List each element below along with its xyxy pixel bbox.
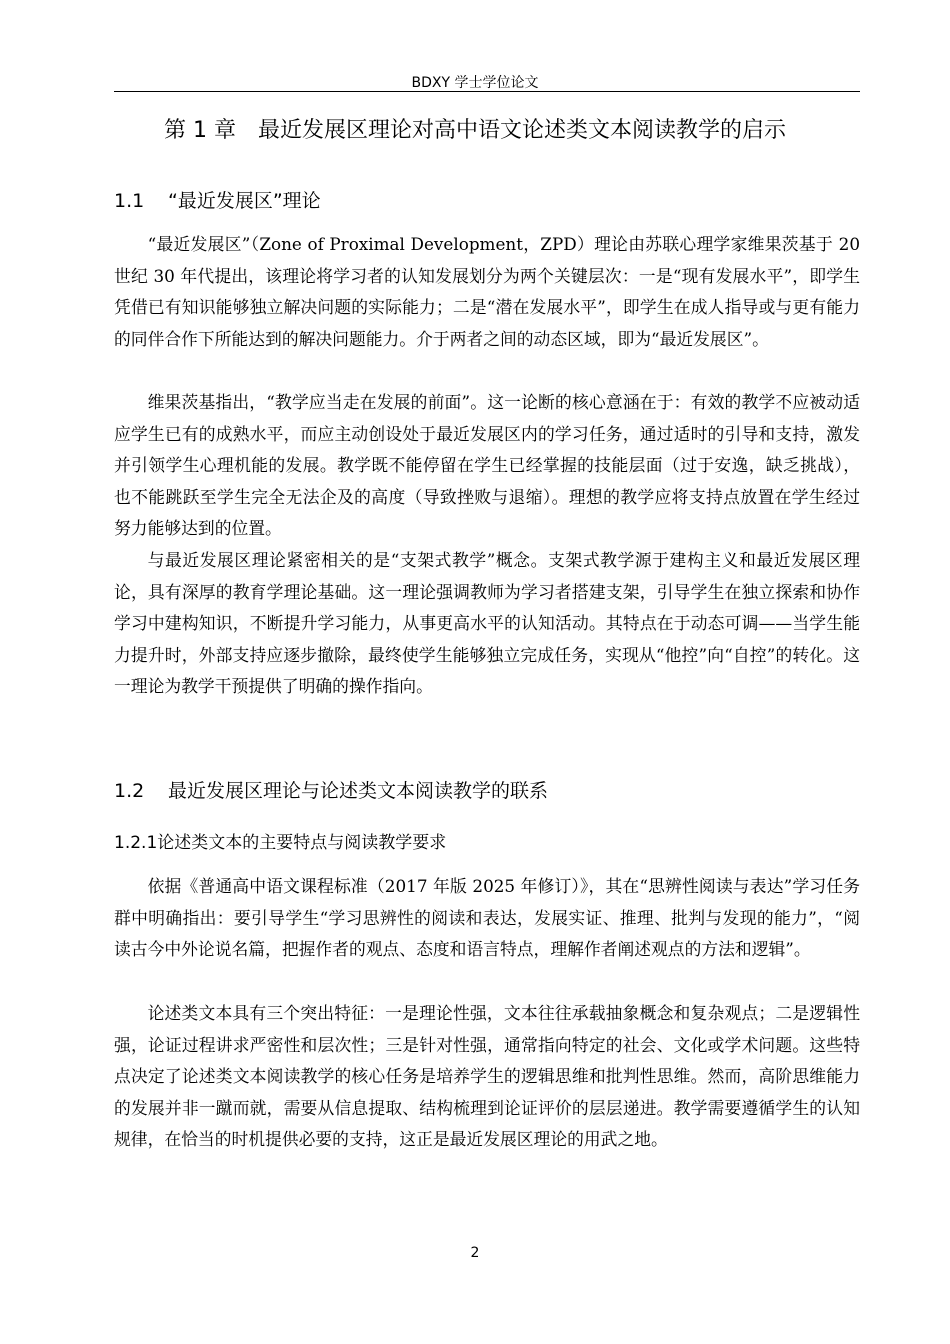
paragraph: 依据《普通高中语文课程标准（2017 年版 2025 年修订）》，其在“思辨性阅读与表达”学习任务群中明确指出：要引导学生“学习思辨性的阅读和表达，发展实证、推理、批判与发现的能力”，“阅读古今中外论说名篇，把握作者的观点、态度和语言特点，理解作者阐述观点的方法和逻辑”。 xyxy=(114,876,860,960)
section-title: 最近发展区理论与论述类文本阅读教学的联系 xyxy=(168,780,549,802)
section-number: 1.1 xyxy=(114,190,145,212)
paragraph: “最近发展区”（Zone of Proximal Development，ZPD）理论由苏联心理学家维果茨基于 20 世纪 30 年代提出，该理论将学习者的认知发展划分为两个关键层次：一是“现有发展水平”，即学生凭借已有知识能够独立解决问题的实际能力；二是“潜在发展水平”，即学生在成人指导或与更有能力的同伴合作下所能达到的解决问题能力。介于两者之间的动态区域，即为“最近发展区”。 xyxy=(114,234,860,349)
section-number: 1.2 xyxy=(114,780,145,802)
paragraph: 与最近发展区理论紧密相关的是“支架式教学”概念。支架式教学源于建构主义和最近发展区理论，具有深厚的教育学理论基础。这一理论强调教师为学习者搭建支架，引导学生在独立探索和协作学习中建构知识，不断提升学习能力，从事更高水平的认知活动。其特点在于动态可调——当学生能力提升时，外部支持应逐步撤除，最终使学生能够独立完成任务，实现从“他控”向“自控”的转化。这一理论为教学干预提供了明确的操作指向。 xyxy=(114,550,860,697)
chapter-title-text: 最近发展区理论对高中语文论述类文本阅读教学的启示 xyxy=(257,118,786,143)
subsection-title: 论述类文本的主要特点与阅读教学要求 xyxy=(157,833,447,853)
section-title: “最近发展区”理论 xyxy=(168,190,321,212)
paragraph: 论述类文本具有三个突出特征：一是理论性强，文本往往承载抽象概念和复杂观点；二是逻辑性强，论证过程讲求严密性和层次性；三是针对性强，通常指向特定的社会、文化或学术问题。这些特点决定了论述类文本阅读教学的核心任务是培养学生的逻辑思维和批判性思维。然而，高阶思维能力的发展并非一蹴而就，需要从信息提取、结构梳理到论证评价的层层递进。教学需要遵循学生的认知规律，在恰当的时机提供必要的支持，这正是最近发展区理论的用武之地。 xyxy=(114,1003,860,1150)
header-rule xyxy=(114,91,860,92)
subsection-number: 1.2.1 xyxy=(114,833,158,853)
section-heading-1-2 xyxy=(114,778,548,804)
subsection-heading-1-2-1 xyxy=(114,831,446,855)
running-header: BDXY 学士学位论文 xyxy=(411,75,539,91)
paragraph: 维果茨基指出，“教学应当走在发展的前面”。这一论断的核心意涵在于：有效的教学不应被动适应学生已有的成熟水平，而应主动创设处于最近发展区内的学习任务，通过适时的引导和支持，激发并引领学生心理机能的发展。教学既不能停留在学生已经掌握的技能层面（过于安逸，缺乏挑战），也不能跳跃至学生完全无法企及的高度（导致挫败与退缩）。理想的教学应将支持点放置在学生经过努力能够达到的位置。 xyxy=(114,392,860,539)
chapter-number: 第 1 章 xyxy=(164,118,236,143)
page-number: 2 xyxy=(470,1245,480,1261)
section-heading-1-1 xyxy=(114,188,321,214)
chapter-title xyxy=(0,116,950,146)
